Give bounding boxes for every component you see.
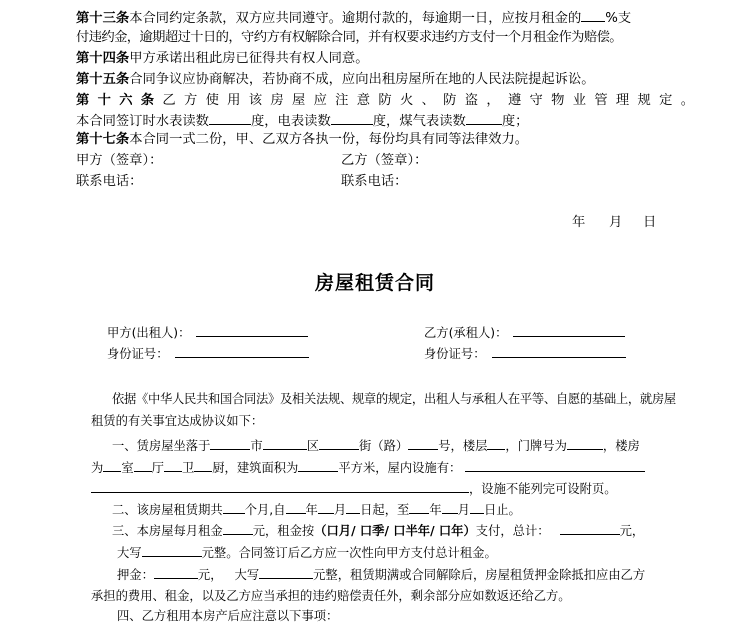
article-15-label: 第十五条 bbox=[76, 72, 130, 87]
clause-1-line-2 bbox=[91, 458, 645, 476]
meter-electric-label: 度，电表读数 bbox=[250, 114, 331, 129]
blank-months[interactable] bbox=[223, 500, 245, 514]
blank-electric-meter[interactable] bbox=[331, 112, 373, 125]
blank-door-number[interactable] bbox=[567, 436, 603, 450]
end-month-label: 月 bbox=[457, 503, 470, 517]
blank-total-capital[interactable] bbox=[142, 543, 202, 557]
meter-end: 度； bbox=[501, 114, 529, 129]
party-a-row bbox=[107, 323, 308, 341]
clause-3-line-1 bbox=[112, 521, 644, 539]
article-16-label: 第十六条 bbox=[76, 93, 163, 108]
party-b-field[interactable] bbox=[513, 323, 625, 337]
blank-start-day[interactable] bbox=[346, 500, 360, 514]
party-b-signature-label: 乙方（签章）： bbox=[341, 153, 428, 168]
id-a-label: 身份证号： bbox=[107, 347, 169, 361]
article-17-label: 第十七条 bbox=[76, 132, 130, 147]
deposit-label: 押金： bbox=[117, 568, 154, 582]
id-a-field[interactable] bbox=[175, 344, 309, 358]
clause-1-line-1 bbox=[112, 436, 640, 454]
total-label: 支付，总计： bbox=[475, 524, 550, 538]
blank-kitchens[interactable] bbox=[194, 458, 212, 472]
article-16 bbox=[76, 93, 702, 109]
date-year: 年 bbox=[572, 215, 586, 230]
article-15 bbox=[76, 72, 595, 88]
date-month: 月 bbox=[609, 215, 623, 230]
clause-4: 四、乙方租用本房产后应注意以下事项： bbox=[117, 609, 339, 623]
blank-end-year[interactable] bbox=[409, 500, 429, 514]
area-label: 厨，建筑面积为 bbox=[212, 461, 299, 475]
blank-halls[interactable] bbox=[134, 458, 152, 472]
party-b-row bbox=[424, 323, 625, 341]
party-a-phone-label: 联系电话： bbox=[76, 174, 143, 189]
building-label: ，楼房 bbox=[602, 439, 640, 453]
party-a-signature-label: 甲方（签章）： bbox=[76, 153, 163, 168]
blank-baths[interactable] bbox=[164, 458, 182, 472]
article-14 bbox=[76, 51, 369, 67]
door-number-label: ，门牌号为 bbox=[505, 439, 567, 453]
lease-term-label: 二、该房屋租赁期共 bbox=[112, 503, 223, 517]
blank-deposit[interactable] bbox=[154, 565, 198, 579]
district-label: 区 bbox=[306, 439, 320, 453]
blank-facilities[interactable] bbox=[465, 458, 645, 472]
article-13-percent: %支 bbox=[605, 11, 632, 26]
deposit-line-1 bbox=[117, 565, 645, 583]
article-17 bbox=[76, 132, 528, 148]
blank-district[interactable] bbox=[263, 436, 307, 450]
deposit-unit: 元， bbox=[197, 568, 223, 582]
party-b-label: 乙方(承租人)： bbox=[424, 326, 508, 340]
intro-line-1: 依据《中华人民共和国合同法》及相关法规、规章的规定，出租人与承租人在平等、自愿的基础上，就房屋 bbox=[112, 392, 676, 406]
contract-title: 房屋租赁合同 bbox=[314, 272, 435, 294]
blank-monthly-rent[interactable] bbox=[223, 521, 253, 535]
payment-period-options[interactable]: （口月/ 口季/ 口半年/ 口年） bbox=[314, 524, 476, 538]
party-a-field[interactable] bbox=[196, 323, 308, 337]
start-month-label: 月 bbox=[333, 503, 347, 517]
article-13-line-2: 付违约金，逾期超过十日的，守约方有权解除合同，并有权要求违约方支付一个月租金作为赔偿。 bbox=[76, 30, 622, 45]
layout-label: 为 bbox=[91, 461, 104, 475]
end-day-label: 日止。 bbox=[483, 503, 521, 517]
blank-gas-meter[interactable] bbox=[466, 112, 502, 125]
facilities-label: 平方米，屋内设施有： bbox=[338, 461, 462, 475]
article-17-text: 本合同一式二份，甲、乙双方各执一份，每份均具有同等法律效力。 bbox=[129, 132, 529, 147]
article-13-label: 第十三条 bbox=[76, 11, 130, 26]
blank-floor[interactable] bbox=[487, 436, 505, 450]
end-year-label: 年 bbox=[429, 503, 442, 517]
id-b-field[interactable] bbox=[492, 344, 626, 358]
meter-gas-label: 度，煤气表读数 bbox=[372, 114, 466, 129]
meter-prefix: 本合同签订时水表读数 bbox=[76, 114, 209, 129]
blank-start-year[interactable] bbox=[286, 500, 306, 514]
start-year-label: 年 bbox=[305, 503, 318, 517]
article-14-label: 第十四条 bbox=[76, 51, 130, 66]
facilities-note: ，设施不能列完可设附页。 bbox=[469, 482, 617, 496]
party-a-label: 甲方(出租人)： bbox=[107, 326, 191, 340]
blank-end-day[interactable] bbox=[470, 500, 484, 514]
article-13-text: 本合同约定条款，双方应共同遵守。逾期付款的，每逾期一日，应按月租金的 bbox=[129, 11, 582, 26]
clause-1-location-label: 一、赁房屋坐落于 bbox=[112, 439, 211, 453]
total-capital-label: 大写 bbox=[117, 546, 142, 560]
start-day-label: 日起，至 bbox=[360, 503, 410, 517]
clause-1-line-3 bbox=[91, 479, 617, 497]
bath-label: 卫 bbox=[181, 461, 195, 475]
id-b-row bbox=[424, 344, 626, 362]
total-unit: 元， bbox=[619, 524, 645, 538]
months-from-label: 个月,自 bbox=[244, 503, 286, 517]
blank-total[interactable] bbox=[560, 521, 620, 535]
blank-rooms[interactable] bbox=[103, 458, 121, 472]
id-a-row bbox=[107, 344, 309, 362]
id-b-label: 身份证号： bbox=[424, 347, 486, 361]
article-15-text: 合同争议应协商解决，若协商不成，应向出租房屋所在地的人民法院提起诉讼。 bbox=[129, 72, 595, 87]
blank-street[interactable] bbox=[319, 436, 359, 450]
total-capital-text: 元整。合同签订后乙方应一次性向甲方支付总计租金。 bbox=[201, 546, 497, 560]
room-label: 室 bbox=[121, 461, 134, 475]
blank-deposit-capital[interactable] bbox=[259, 565, 313, 579]
blank-facilities-continued[interactable] bbox=[91, 479, 469, 493]
blank-area[interactable] bbox=[298, 458, 338, 472]
hall-label: 厅 bbox=[151, 461, 164, 475]
blank-end-month[interactable] bbox=[442, 500, 458, 514]
deposit-capital-label: 大写 bbox=[234, 568, 260, 582]
blank-water-meter[interactable] bbox=[209, 112, 251, 125]
street-label: 街（路） bbox=[359, 439, 409, 453]
deposit-text: 元整，租赁期满或合同解除后，房屋租赁押金除抵扣应由乙方 bbox=[313, 568, 646, 582]
party-b-phone-label: 联系电话： bbox=[341, 174, 408, 189]
deposit-line-2: 承担的费用、租金，以及乙方应当承担的违约赔偿责任外，剩余部分应如数返还给乙方。 bbox=[91, 589, 571, 603]
article-13-line-1 bbox=[76, 9, 631, 27]
clause-3-line-2 bbox=[117, 543, 497, 561]
payment-by-label: 元，租金按 bbox=[252, 524, 315, 538]
monthly-rent-label: 三、本房屋每月租金 bbox=[112, 524, 223, 538]
article-16-text: 乙方使用该房屋应注意防火、防盗，遵守物业管理规定。 bbox=[162, 93, 703, 108]
intro-line-2: 租赁的有关事宜达成协议如下： bbox=[91, 414, 264, 428]
blank-number[interactable] bbox=[408, 436, 438, 450]
article-14-text: 甲方承诺出租此房已征得共有权人同意。 bbox=[129, 51, 369, 66]
city-label: 市 bbox=[250, 439, 263, 453]
clause-2 bbox=[112, 500, 521, 518]
blank-city[interactable] bbox=[210, 436, 250, 450]
blank-start-month[interactable] bbox=[318, 500, 334, 514]
floor-label: 号，楼层 bbox=[438, 439, 488, 453]
meter-readings bbox=[76, 112, 528, 130]
blank-penalty-rate[interactable] bbox=[581, 9, 605, 22]
date-day: 日 bbox=[643, 215, 657, 230]
